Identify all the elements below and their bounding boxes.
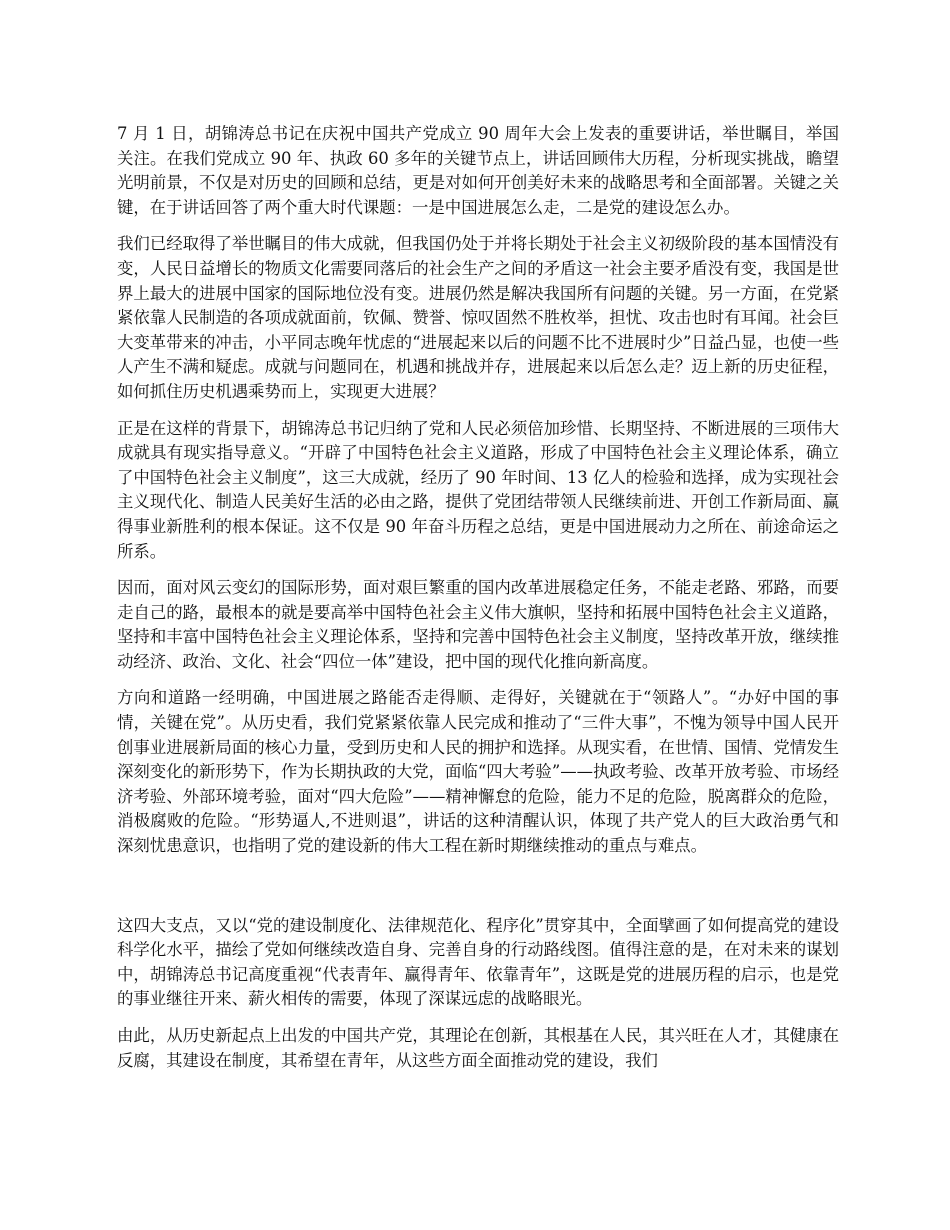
paragraph-7: 由此，从历史新起点上出发的中国共产党，其理论在创新，其根基在人民，其兴旺在人才，其健康在反腐，其建设在制度，其希望在青年，从这些方面全面推动党的建设，我们 bbox=[117, 1026, 839, 1070]
paragraph-6: 这四大支点，又以“党的建设制度化、法律规范化、程序化”贯穿其中，全面擘画了如何提高党的建设科学化水平，描绘了党如何继续改造自身、完善自身的行动路线图。值得注意的是，在对未来的谋划中，胡锦涛总书记高度重视“代表青年、赢得青年、依靠青年”，这既是党的进展历程的启示，也是党的事业继往开来、薪火相传的需要，体现了深谋远虑的战略眼光。 bbox=[117, 915, 839, 1009]
paragraph-4: 因而，面对风云变幻的国际形势，面对艰巨繁重的国内改革进展稳定任务，不能走老路、邪路，而要走自己的路，最根本的就是要高举中国特色社会主义伟大旗帜，坚持和拓展中国特色社会主义道路，坚持和丰富中国特色社会主义理论体系，坚持和完善中国特色社会主义制度，坚持改革开放，继续推动经济、政治、文化、社会“四位一体”建设，把中国的现代化推向新高度。 bbox=[117, 578, 839, 671]
paragraph-3: 正是在这样的背景下，胡锦涛总书记归纳了党和人民必须倍加珍惜、长期坚持、不断进展的三项伟大成就具有现实指导意义。“开辟了中国特色社会主义道路，形成了中国特色社会主义理论体系，确立了中国特色社会主义制度”，这三大成就，经历了 90 年时间、13 亿人的检验和选择，成为实现社会主义现代化、制造人民美好生活的必由之路，提供了党团结带领人民继续前进、开创工作新局面、赢得事业新胜利的根本保证。这不仅是 90 年奋斗历程之总结，更是中国进展动力之所在、前途命运之所系。 bbox=[117, 418, 839, 561]
document-body bbox=[117, 122, 839, 1085]
paragraph-2: 我们已经取得了举世瞩目的伟大成就，但我国仍处于并将长期处于社会主义初级阶段的基本国情没有变，人民日益增长的物质文化需要同落后的社会生产之间的矛盾这一社会主要矛盾没有变，我国是世界上最大的进展中国家的国际地位没有变。进展仍然是解决我国所有问题的关键。另一方面，在党紧紧依靠人民制造的各项成就面前，钦佩、赞誉、惊叹固然不胜枚举，担忧、攻击也时有耳闻。社会巨大变革带来的冲击，小平同志晚年忧虑的“进展起来以后的问题不比不进展时少”日益凸显，也使一些人产生不满和疑虑。成就与问题同在，机遇和挑战并存，进展起来以后怎么走？迈上新的历史征程，如何抓住历史机遇乘势而上，实现更大进展？ bbox=[117, 234, 839, 401]
paragraph-5: 方向和道路一经明确，中国进展之路能否走得顺、走得好，关键就在于“领路人”。“办好中国的事情，关键在党”。从历史看，我们党紧紧依靠人民完成和推动了“三件大事”，不愧为领导中国人民开创事业进展新局面的核心力量，受到历史和人民的拥护和选择。从现实看，在世情、国情、党情发生深刻变化的新形势下，作为长期执政的大党，面临“四大考验”——执政考验、改革开放考验、市场经济考验、外部环境考验，面对“四大危险”——精神懈怠的危险，能力不足的危险，脱离群众的危险，消极腐败的危险。“形势逼人,不进则退”，讲话的这种清醒认识，体现了共产党人的巨大政治勇气和深刻忧患意识，也指明了党的建设新的伟大工程在新时期继续推动的重点与难点。 bbox=[117, 688, 839, 856]
paragraph-1: 7 月 1 日，胡锦涛总书记在庆祝中国共产党成立 90 周年大会上发表的重要讲话，举世瞩目，举国关注。在我们党成立 90 年、执政 60 多年的关键节点上，讲话回顾伟大历程，分析现实挑战，瞻望光明前景，不仅是对历史的回顾和总结，更是对如何开创美好未来的战略思考和全面部署。关键之关键，在于讲话回答了两个重大时代课题：一是中国进展怎么走，二是党的建设怎么办。 bbox=[117, 124, 839, 217]
section-gap bbox=[117, 871, 839, 914]
